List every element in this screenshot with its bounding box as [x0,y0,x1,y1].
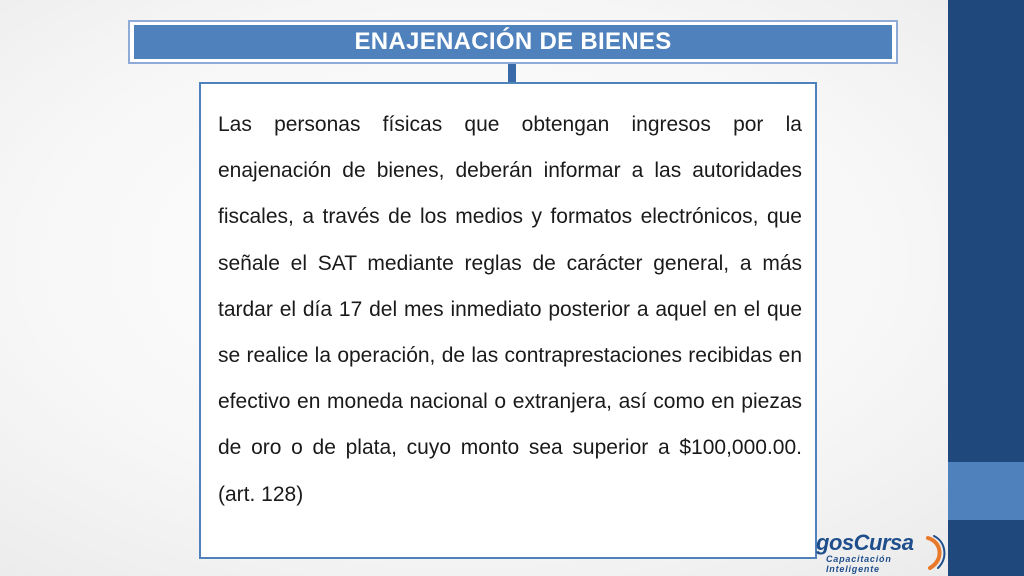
sidebar-accent-block [948,462,1024,520]
title-bar [134,25,892,59]
body-paragraph: Las personas físicas que obtengan ingresos por la enajenación de bienes, deberán informar a las autoridades fiscales, a través de los medios y formatos electrónicos, que señale el SAT mediante reglas de carácter general, a más tardar el día 17 del mes inmediato posterior a aquel en el que se realice la operación, de las contraprestaciones recibidas en efectivo en moneda nacional o extranjera, así como en piezas de oro o de plata, cuyo monto sea superior a $100,000.00. (art. 128) [218,113,802,506]
right-sidebar-bar [948,0,1024,576]
logo-wordmark: gosCursa [816,530,914,555]
title-frame [128,20,898,64]
logo-tagline [826,554,930,574]
slide-title: ENAJENACIÓN DE BIENES [354,28,672,55]
content-box [199,82,817,559]
title-connector [508,64,516,82]
logo-tagline-line2: Inteligente [826,564,880,574]
logo-swoosh-icon [924,534,948,570]
logo-tagline-line1: Capacitación [826,554,892,564]
company-logo [812,524,948,576]
